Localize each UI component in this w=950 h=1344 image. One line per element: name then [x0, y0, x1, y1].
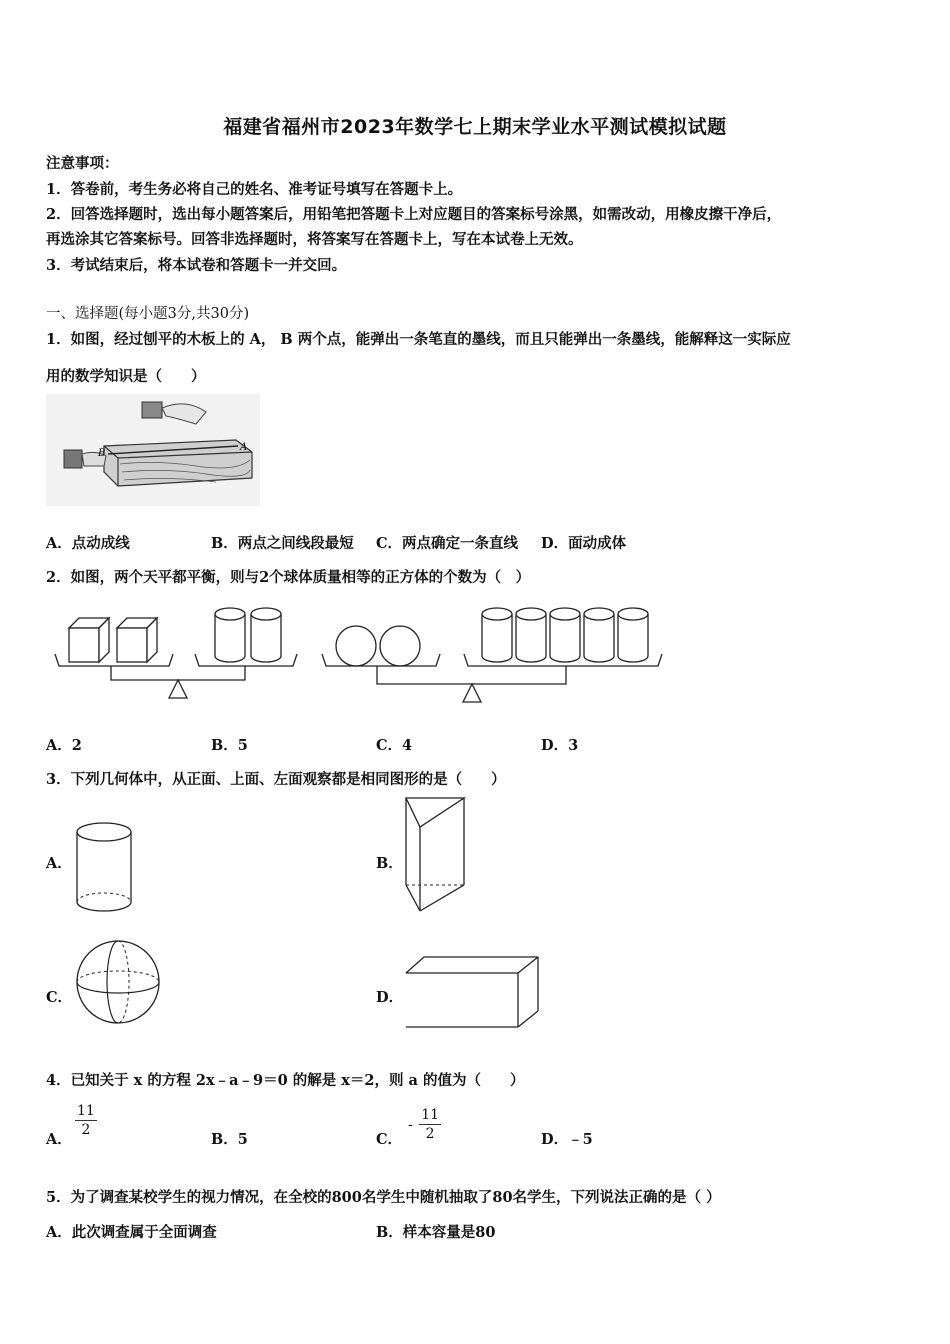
- q3-cylinder-figure: [72, 818, 136, 918]
- q4-option-c-fraction[interactable]: [408, 1106, 441, 1143]
- q4-option-c-label[interactable]: C．: [376, 1131, 403, 1148]
- q2-figure-balance-left: [55, 600, 305, 710]
- section-heading: 一、选择题(每小题3分,共30分): [46, 306, 250, 322]
- q3-option-a[interactable]: A．: [46, 855, 72, 872]
- q2-option-c[interactable]: C．4: [376, 737, 413, 754]
- q1-figure-woodboard: [46, 394, 260, 506]
- notice-heading: 注意事项：: [46, 155, 119, 172]
- q1-point-b-label: B: [98, 448, 106, 459]
- q4-option-c-sign: -: [408, 1116, 413, 1133]
- q4-option-a-label[interactable]: A．: [46, 1131, 72, 1148]
- q3-option-b[interactable]: B．: [376, 855, 403, 872]
- q5-stem: 5．为了调查某校学生的视力情况，在全校的800名学生中随机抽取了80名学生，下列说法正确的是（ ）: [46, 1189, 721, 1206]
- q1-option-a[interactable]: A．点动成线: [46, 535, 130, 552]
- q4-option-a-denominator: 2: [81, 1122, 91, 1138]
- q1-point-a-label: A: [240, 442, 248, 453]
- q1-option-b[interactable]: B．两点之间线段最短: [211, 535, 354, 552]
- q3-option-d[interactable]: D．: [376, 989, 404, 1006]
- q4-option-a-numerator: 11: [77, 1103, 95, 1119]
- q4-option-d[interactable]: D．﹣5: [541, 1131, 593, 1148]
- q2-option-b[interactable]: B．5: [211, 737, 248, 754]
- q5-option-b[interactable]: B．样本容量是80: [376, 1224, 496, 1241]
- q4-option-c-numerator: 11: [421, 1107, 440, 1123]
- q4-option-a-fraction[interactable]: [75, 1102, 97, 1139]
- q2-figure-balance-right: [322, 600, 667, 710]
- q5-option-a[interactable]: A．此次调查属于全面调查: [46, 1224, 217, 1241]
- q4-option-c-denominator: 2: [425, 1126, 435, 1142]
- q1-stem-line1: 1．如图，经过刨平的木板上的 A， B 两个点，能弹出一条笔直的墨线，而且只能弹出一条墨线，能解释这一实际应: [46, 331, 791, 348]
- q2-option-a[interactable]: A．2: [46, 737, 82, 754]
- q1-stem-line2: 用的数学知识是（ ）: [46, 368, 206, 385]
- q4-stem: 4．已知关于 x 的方程 2x﹣a﹣9＝0 的解是 x＝2，则 a 的值为（ ）: [46, 1072, 525, 1089]
- notice-item-2: 2．回答选择题时，选出每小题答案后，用铅笔把答题卡上对应题目的答案标号涂黑，如需改动，用橡皮擦干净后，: [46, 206, 782, 223]
- q3-triangular-prism-figure: [402, 795, 474, 915]
- notice-item-3: 3．考试结束后，将本试卷和答题卡一并交回。: [46, 257, 347, 274]
- q4-option-b[interactable]: B．5: [211, 1131, 248, 1148]
- q1-option-c[interactable]: C．两点确定一条直线: [376, 535, 519, 552]
- notice-item-2-cont: 再选涂其它答案标号。回答非选择题时，将答案写在答题卡上，写在本试卷上无效。: [46, 231, 583, 248]
- page-title: 福建省福州市2023年数学七上期末学业水平测试模拟试题: [223, 116, 727, 138]
- q3-option-c[interactable]: C．: [46, 989, 73, 1006]
- q1-option-d[interactable]: D．面动成体: [541, 535, 627, 552]
- q2-stem: 2．如图，两个天平都平衡，则与2个球体质量相等的正方体的个数为（ ）: [46, 569, 531, 586]
- q3-stem: 3．下列几何体中，从正面、上面、左面观察都是相同图形的是（ ）: [46, 771, 506, 788]
- notice-item-1: 1．答卷前，考生务必将自己的姓名、准考证号填写在答题卡上。: [46, 181, 463, 198]
- q3-sphere-figure: [76, 936, 164, 1028]
- q3-cuboid-figure: [404, 955, 540, 1031]
- q2-option-d[interactable]: D．3: [541, 737, 579, 754]
